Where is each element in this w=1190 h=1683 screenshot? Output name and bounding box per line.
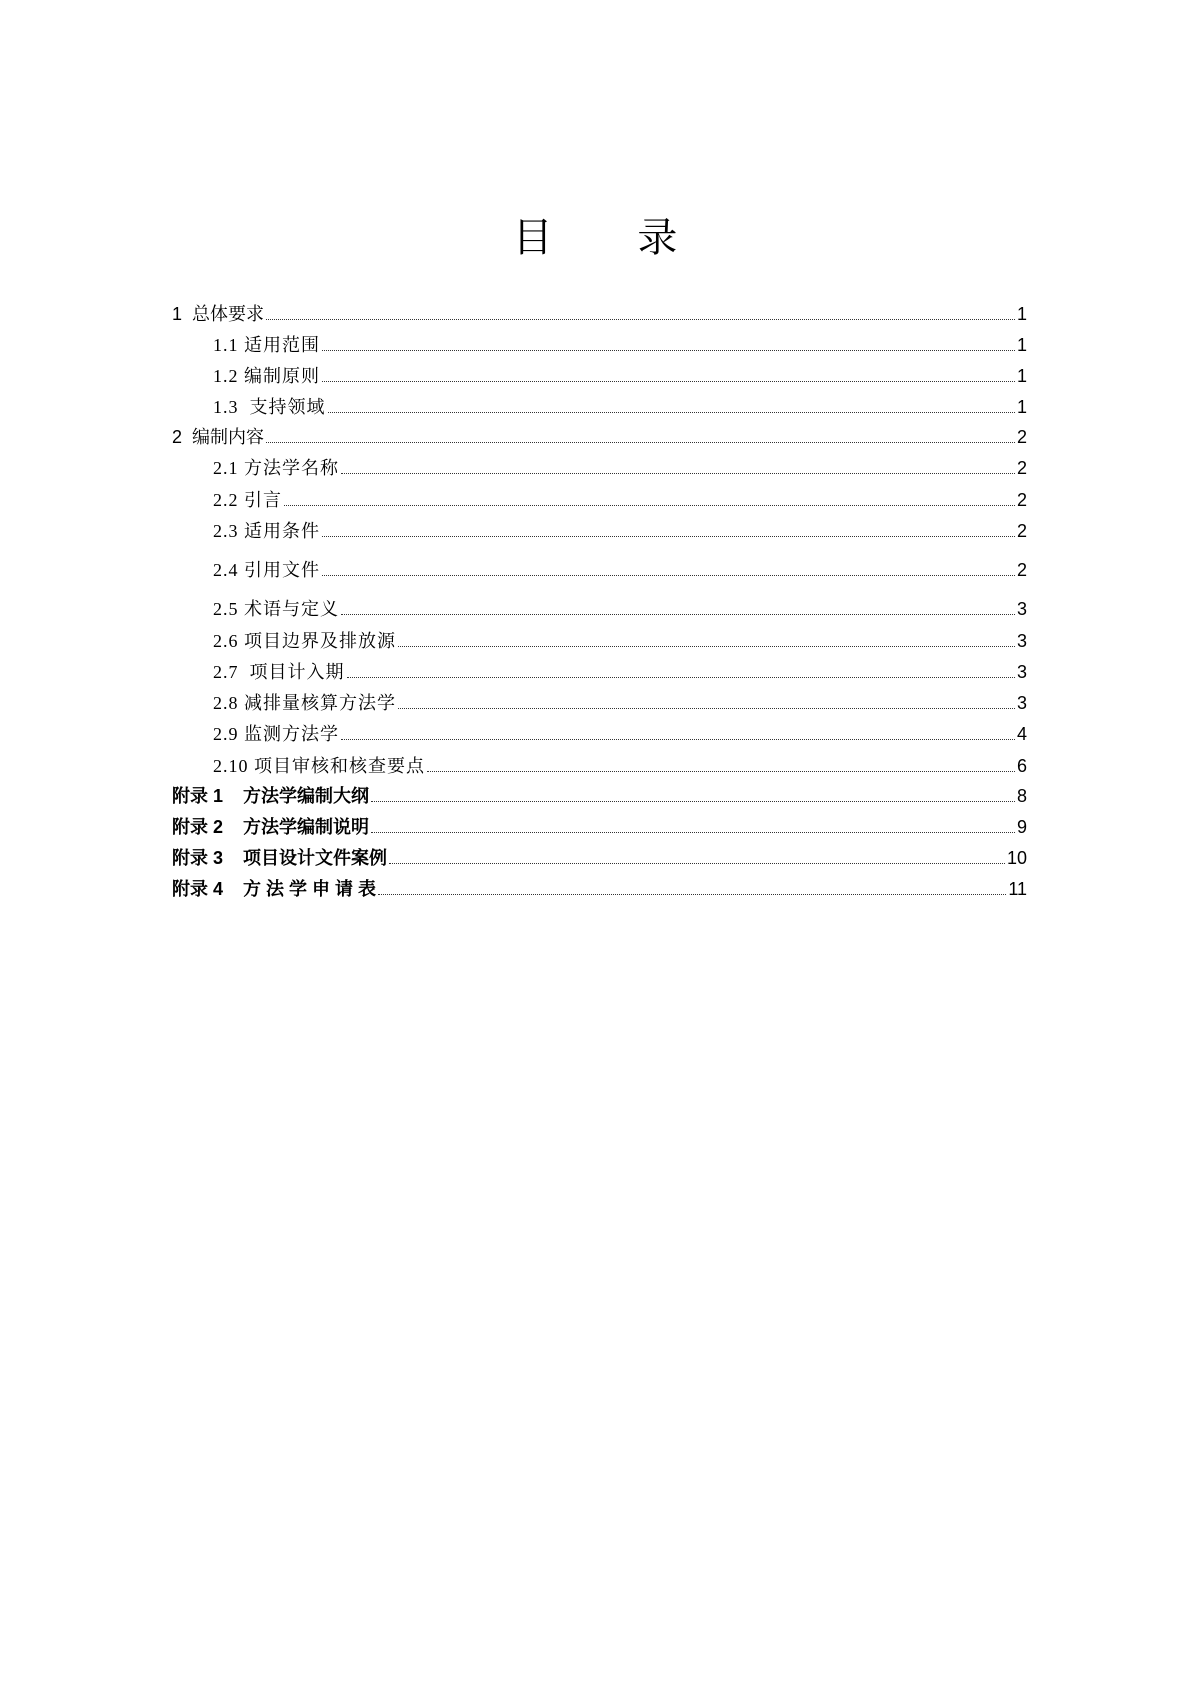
toc-entry-label — [172, 849, 387, 867]
toc-entry-text: 方法学编制大纲 — [243, 786, 370, 806]
dot-leader — [371, 800, 1015, 802]
dot-leader — [427, 770, 1015, 772]
toc-entry-text: 引言 — [244, 490, 282, 510]
toc-entry-label — [213, 398, 326, 416]
dot-leader — [347, 676, 1015, 678]
toc-entry[interactable] — [172, 663, 1027, 681]
dot-leader — [341, 738, 1015, 740]
toc-entry[interactable] — [172, 725, 1027, 743]
toc-entry-label — [213, 757, 425, 775]
dot-leader — [341, 472, 1015, 474]
toc-entry[interactable] — [172, 459, 1027, 477]
toc-entry-label — [213, 600, 339, 618]
toc-entry-label — [172, 305, 264, 323]
toc-page-number: 6 — [1016, 756, 1027, 776]
toc-page-number: 2 — [1016, 427, 1027, 447]
toc-entry-number: 2.9 — [213, 724, 239, 744]
toc-page-number: 11 — [1008, 879, 1027, 899]
toc-page-number: 3 — [1016, 662, 1027, 682]
toc-entry[interactable] — [172, 561, 1027, 579]
toc-entry-number: 2.8 — [213, 693, 239, 713]
toc-entry-text: 总体要求 — [192, 304, 265, 324]
toc-entry[interactable] — [172, 600, 1027, 618]
toc-entry-label — [213, 522, 320, 540]
toc-page-number: 2 — [1016, 560, 1027, 580]
dot-leader — [322, 535, 1015, 537]
toc-entry[interactable] — [172, 336, 1027, 354]
toc-entry-number: 2.3 — [213, 521, 239, 541]
toc-entry[interactable] — [172, 787, 1027, 805]
toc-entry-number: 1.1 — [213, 335, 239, 355]
toc-entry-number: 2.2 — [213, 490, 239, 510]
toc-page-number: 4 — [1016, 724, 1027, 744]
dot-leader — [322, 349, 1015, 351]
dot-leader — [341, 613, 1015, 615]
toc-entry[interactable] — [172, 694, 1027, 712]
page-title: 目 录 — [512, 215, 714, 261]
toc-entry-text: 项目计入期 — [249, 662, 345, 682]
toc-entry-label — [172, 818, 369, 836]
dot-leader — [322, 574, 1015, 576]
toc-page-number: 1 — [1016, 304, 1027, 324]
dot-leader — [389, 862, 1005, 864]
toc-entry-label — [213, 694, 396, 712]
toc-entry-text: 项目审核和核查要点 — [254, 756, 425, 776]
dot-leader — [284, 504, 1015, 506]
toc-entry-label — [172, 880, 376, 898]
toc-entry-number: 附录 4 — [172, 879, 224, 899]
toc-entry-text: 引用文件 — [244, 560, 320, 580]
toc-entry-number: 2.6 — [213, 631, 239, 651]
toc-entry-text: 术语与定义 — [244, 599, 339, 619]
toc-page-number: 10 — [1006, 848, 1027, 868]
toc-page-number: 2 — [1016, 458, 1027, 478]
toc-entry-number: 2.1 — [213, 458, 239, 478]
toc-entry[interactable] — [172, 849, 1027, 867]
toc-entry-label — [213, 459, 339, 477]
toc-entry-label — [213, 561, 320, 579]
dot-leader — [266, 318, 1015, 320]
toc-entry-text: 适用条件 — [244, 521, 320, 541]
toc-entry-label — [213, 632, 396, 650]
toc-entry[interactable] — [172, 818, 1027, 836]
toc-entry-text: 减排量核算方法学 — [244, 693, 396, 713]
toc-entry-number: 2 — [172, 427, 183, 447]
dot-leader — [398, 645, 1015, 647]
toc-entry-number: 2.10 — [213, 756, 249, 776]
toc-entry-label — [213, 491, 282, 509]
toc-entry-number: 1.3 — [213, 397, 239, 417]
toc-entry[interactable] — [172, 491, 1027, 509]
toc-entry-number: 2.4 — [213, 560, 239, 580]
toc-entry-text: 方法学编制说明 — [243, 817, 370, 837]
toc-entry-label — [213, 336, 320, 354]
toc-entry[interactable] — [172, 305, 1027, 323]
toc-entry[interactable] — [172, 880, 1027, 898]
toc-entry-text: 方法学名称 — [244, 458, 339, 478]
toc-entry-number: 1 — [172, 304, 183, 324]
toc-page-number: 2 — [1016, 490, 1027, 510]
dot-leader — [322, 380, 1015, 382]
toc-entry-text: 支持领域 — [249, 397, 326, 417]
toc-entry[interactable] — [172, 522, 1027, 540]
toc-entry-number: 附录 1 — [172, 786, 224, 806]
toc-entry-label — [213, 663, 345, 681]
toc-entry-text: 方 法 学 申 请 表 — [243, 879, 377, 899]
toc-page-number: 1 — [1016, 335, 1027, 355]
toc-entry-number: 1.2 — [213, 366, 239, 386]
toc-entry[interactable] — [172, 398, 1027, 416]
dot-leader — [371, 831, 1015, 833]
toc-page-number: 1 — [1016, 397, 1027, 417]
toc-entry-text: 项目边界及排放源 — [244, 631, 396, 651]
toc-entry-number: 2.7 — [213, 662, 239, 682]
toc-page-number: 3 — [1016, 693, 1027, 713]
toc-page-number: 9 — [1016, 817, 1027, 837]
dot-leader — [266, 441, 1015, 443]
toc-entry-number: 附录 2 — [172, 817, 224, 837]
toc-page-number: 1 — [1016, 366, 1027, 386]
toc-page-number: 2 — [1016, 521, 1027, 541]
toc-entry[interactable] — [172, 757, 1027, 775]
toc-entry[interactable] — [172, 632, 1027, 650]
toc-entry-label — [213, 367, 320, 385]
toc-entry-text: 编制原则 — [244, 366, 320, 386]
toc-entry-text: 适用范围 — [244, 335, 320, 355]
toc-entry-label — [213, 725, 339, 743]
toc-entry-text: 监测方法学 — [244, 724, 339, 744]
toc-entry-text: 编制内容 — [192, 427, 265, 447]
dot-leader — [378, 893, 1006, 895]
toc-entry[interactable] — [172, 367, 1027, 385]
dot-leader — [398, 707, 1015, 709]
dot-leader — [328, 411, 1015, 413]
toc-page-number: 3 — [1016, 631, 1027, 651]
toc-entry-number: 附录 3 — [172, 848, 224, 868]
toc-entry-number: 2.5 — [213, 599, 239, 619]
toc-entry[interactable] — [172, 428, 1027, 446]
toc-entry-text: 项目设计文件案例 — [243, 848, 388, 868]
toc-page-number: 8 — [1016, 786, 1027, 806]
toc-page-number: 3 — [1016, 599, 1027, 619]
toc-entry-label — [172, 428, 264, 446]
toc-entry-label — [172, 787, 369, 805]
